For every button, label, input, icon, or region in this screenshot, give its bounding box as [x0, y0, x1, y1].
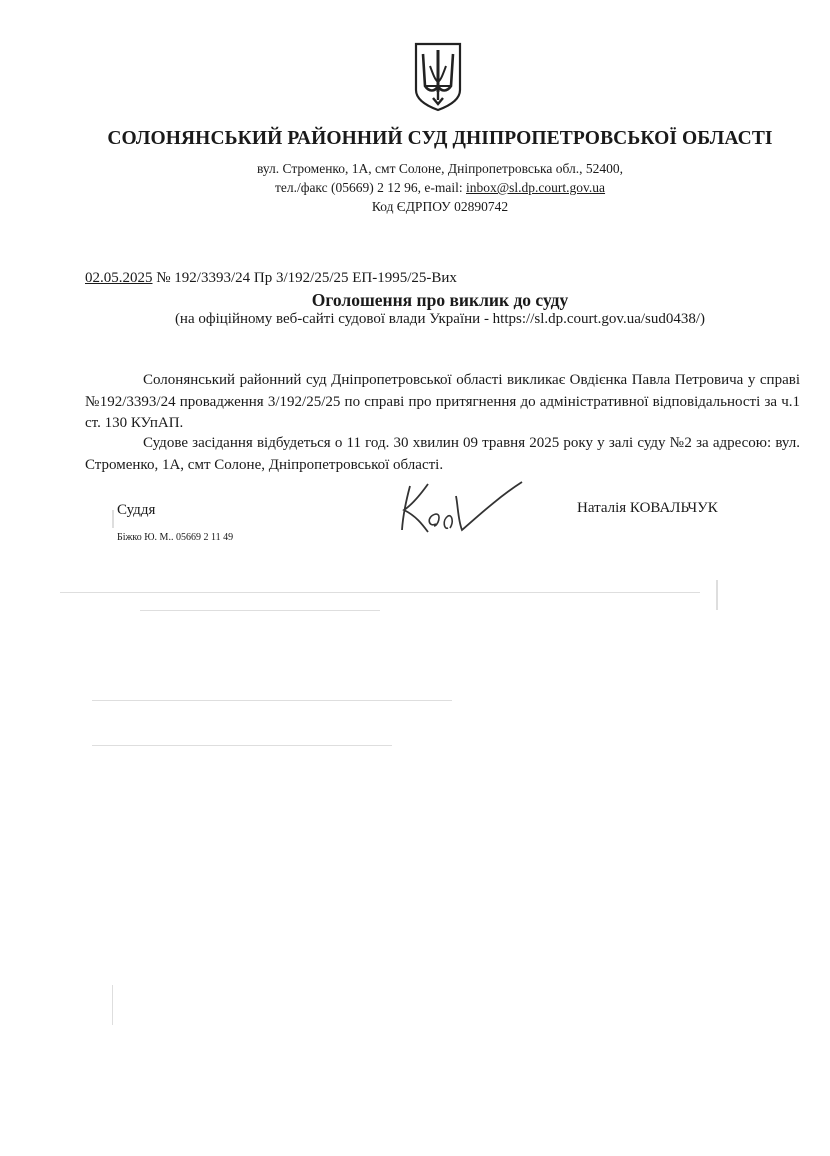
scan-artifact-line: [92, 700, 452, 701]
summons-paragraph: Солонянський районний суд Дніпропетровської області викликає Овдієнка Павла Петровича у справі №192/3393/24 провадження 3/192/25/25 по справі про притягнення до адміністративної відповідальності за ч.1 ст. 130 КУпАП.: [85, 372, 800, 431]
trident-emblem-icon: [413, 42, 463, 112]
email-link[interactable]: inbox@sl.dp.court.gov.ua: [466, 180, 606, 195]
edrpou-code: Код ЄДРПОУ 02890742: [371, 199, 509, 214]
handwritten-signature-icon: [388, 476, 528, 536]
notice-title: Оголошення про виклик до суду: [311, 290, 569, 310]
scan-artifact-line: [60, 592, 700, 593]
scan-artifact-mark: [112, 510, 114, 528]
scan-artifact-line: [92, 745, 392, 746]
court-contacts: [0, 180, 830, 196]
document-date: 02.05.2025: [85, 270, 153, 286]
reference-line: [85, 270, 457, 287]
clerk-contact: Біжко Ю. М.. 05669 2 11 49: [117, 532, 234, 543]
court-name: СОЛОНЯНСЬКИЙ РАЙОННИЙ СУД ДНІПРОПЕТРОВСЬКОЇ ОБЛАСТІ: [107, 128, 773, 149]
scan-artifact-line: [140, 610, 380, 611]
hearing-paragraph: Судове засідання відбудеться о 11 год. 30 хвилин 09 травня 2025 року у залі суду №2 за адресою: вул. Строменко, 1А, смт Солоне, Дніпропетровської області.: [85, 435, 800, 473]
document-numbers: № 192/3393/24 Пр 3/192/25/25 ЕП-1995/25-Вих: [152, 270, 457, 286]
notice-subtitle: (на офіційному веб-сайті судової влади України - https://sl.dp.court.gov.ua/sud0438/): [174, 311, 706, 327]
scan-artifact-mark: [112, 985, 113, 1025]
phone-fax: тел./факс (05669) 2 12 96, e-mail:: [274, 180, 466, 195]
court-address: вул. Строменко, 1А, смт Солоне, Дніпропетровська обл., 52400,: [256, 161, 624, 176]
scan-artifact-mark: [716, 580, 718, 610]
judge-name: Наталія КОВАЛЬЧУК: [577, 500, 718, 516]
judge-label: Суддя: [117, 502, 156, 518]
